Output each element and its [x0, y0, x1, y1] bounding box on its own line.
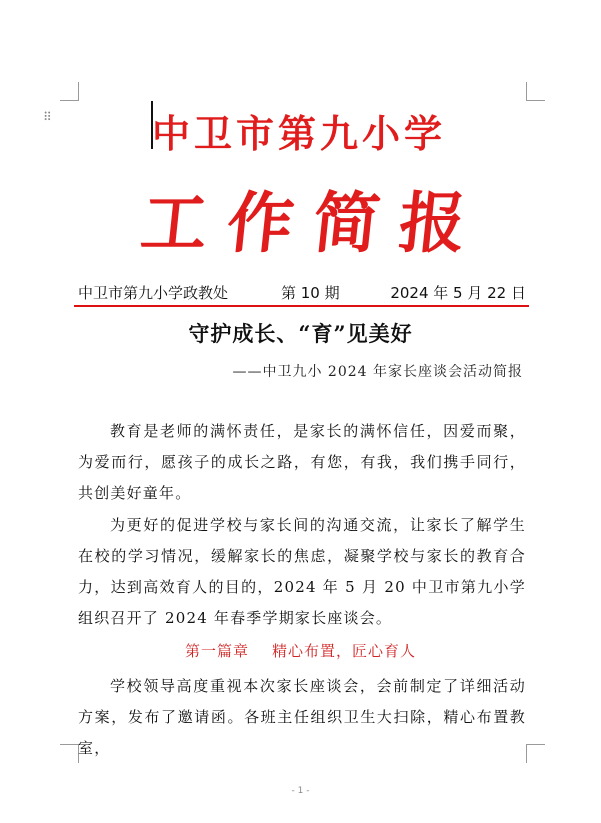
red-divider-line: [74, 305, 529, 307]
chapter-heading[interactable]: 第一篇章 精心布置，匠心育人: [184, 642, 417, 660]
paragraph-preparation[interactable]: 学校领导高度重视本次家长座谈会，会前制定了详细活动方案，发布了邀请函。各班主任组织卫生大扫除，精心布置教室，: [78, 677, 526, 757]
meta-organization[interactable]: 中卫市第九小学政教处: [78, 284, 229, 302]
meta-issue-number[interactable]: 第 10 期: [281, 284, 340, 302]
page-number: - 1 -: [291, 786, 310, 796]
article-subtitle[interactable]: ——中卫九小 2024 年家长座谈会活动简报: [232, 364, 523, 380]
brief-title-heading[interactable]: 工作简报: [137, 185, 490, 262]
issue-meta-line: [78, 282, 526, 304]
article-title[interactable]: 守护成长、“育”见美好: [188, 321, 413, 346]
drag-handle-icon[interactable]: ⠿: [43, 110, 53, 124]
crop-mark-bottom-left: [60, 744, 79, 763]
crop-mark-bottom-right: [526, 744, 545, 763]
paragraph-intro[interactable]: 教育是老师的满怀责任，是家长的满怀信任，因爱而聚，为爱而行，愿孩子的成长之路，有您，有我，我们携手同行，共创美好童年。: [78, 422, 526, 502]
crop-mark-top-left: [60, 82, 79, 101]
school-name-heading[interactable]: 中卫市第九小学: [152, 111, 447, 156]
crop-mark-top-right: [526, 82, 545, 101]
paragraph-purpose[interactable]: 为更好的促进学校与家长间的沟通交流，让家长了解学生在校的学习情况，缓解家长的焦虑，凝聚学校与家长的教育合力，达到高效育人的目的，2024 年 5 月 20 中卫市第九小学组织召开了 2024 年春季学期家长座谈会。: [78, 516, 526, 627]
meta-date[interactable]: 2024 年 5 月 22 日: [390, 284, 526, 302]
